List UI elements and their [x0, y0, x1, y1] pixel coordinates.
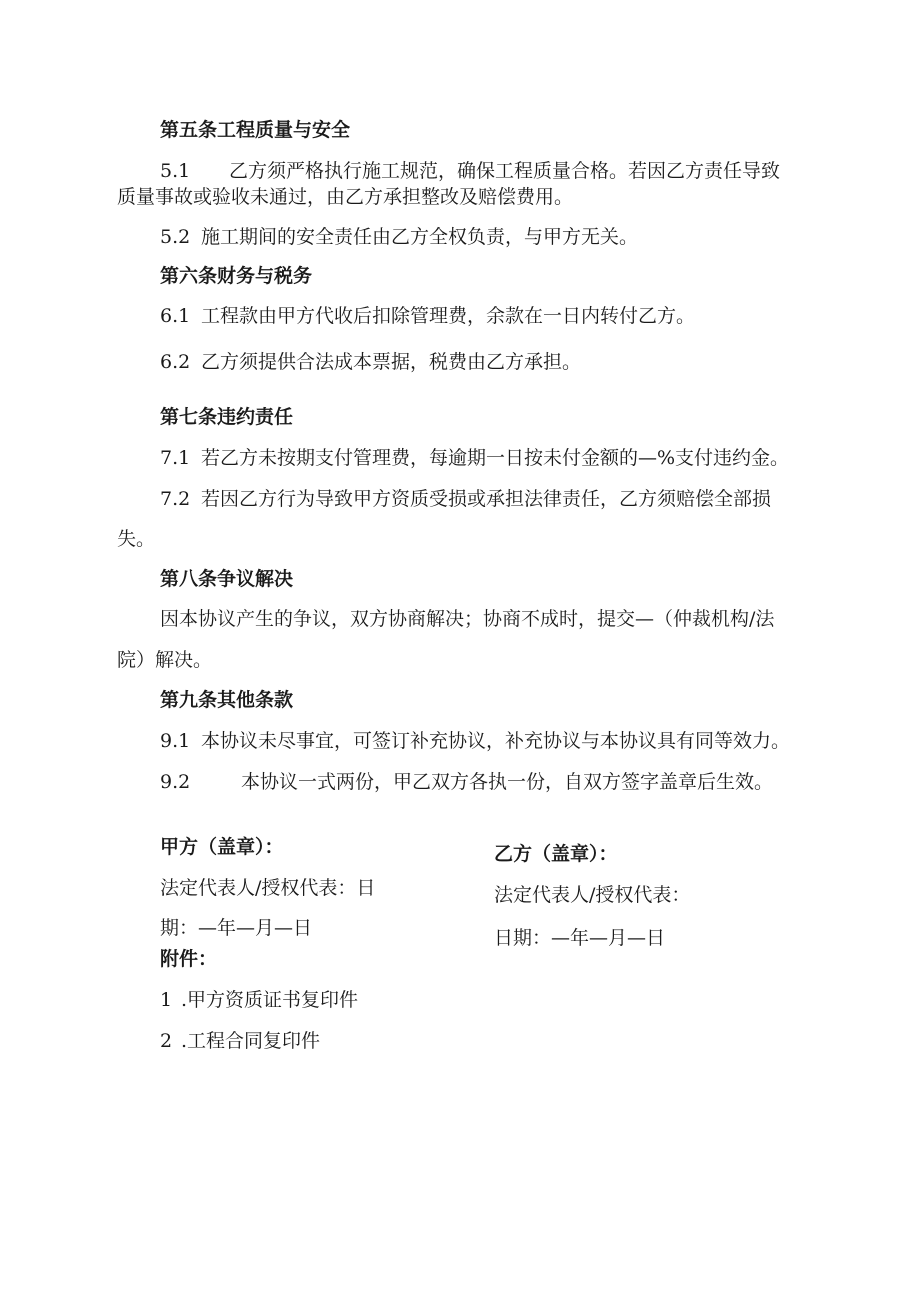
article-7-heading: 第七条违约责任 [160, 406, 294, 428]
clause-7-1 [160, 446, 789, 470]
attachment-2-number: 2 [160, 1030, 173, 1052]
clause-7-1-text: 若乙方未按期支付管理费，每逾期一日按未付金额的—%支付违约金。 [201, 447, 790, 469]
clause-7-1-number: 7.1 [160, 447, 191, 469]
clause-5-2-number: 5.2 [160, 226, 191, 248]
party-b-representative: 法定代表人/授权代表： [494, 884, 691, 906]
party-b-seal-label: 乙方（盖章）： [494, 843, 618, 865]
article-5-heading: 第五条工程质量与安全 [160, 119, 351, 141]
clause-9-2 [160, 770, 773, 794]
clause-9-1-text: 本协议未尽事宜，可签订补充协议，补充协议与本协议具有同等效力。 [201, 730, 791, 752]
clause-6-2-number: 6.2 [160, 351, 191, 373]
clause-5-1-line-1 [160, 159, 780, 183]
clause-9-2-number: 9.2 [160, 771, 191, 793]
attachment-item-2 [160, 1029, 320, 1053]
clause-9-1 [160, 729, 790, 753]
attachment-1-text: .甲方资质证书复印件 [181, 989, 359, 1011]
clause-7-2-line-1 [160, 487, 771, 511]
clause-9-2-text: 本协议一式两份，甲乙双方各执一份，自双方签字盖章后生效。 [241, 771, 774, 793]
article-8-text-line-1: 因本协议产生的争议，双方协商解决；协商不成时，提交—（仲裁机构/法 [160, 608, 775, 630]
clause-6-2 [160, 350, 581, 374]
clause-7-2-text: 若因乙方行为导致甲方资质受损或承担法律责任，乙方须赔偿全部损 [201, 488, 772, 510]
article-8-text-line-2: 院）解决。 [117, 649, 213, 671]
attachment-item-1 [160, 988, 358, 1012]
party-a-date: 期：—年—月—日 [160, 917, 313, 939]
party-a-representative: 法定代表人/授权代表：日 [160, 877, 376, 899]
clause-6-1-number: 6.1 [160, 305, 191, 327]
clause-6-1 [160, 304, 695, 328]
clause-5-2-text: 施工期间的安全责任由乙方全权负责，与甲方无关。 [201, 226, 639, 248]
attachment-1-number: 1 [160, 989, 173, 1011]
clause-5-1-line-2: 质量事故或验收未通过，由乙方承担整改及赔偿费用。 [117, 186, 574, 208]
article-8-heading: 第八条争议解决 [160, 568, 294, 590]
party-b-date: 日期：—年—月—日 [494, 927, 666, 949]
clause-5-2 [160, 225, 638, 249]
clause-5-1-text: 乙方须严格执行施工规范，确保工程质量合格。若因乙方责任导致 [229, 160, 781, 182]
clause-7-2-number: 7.2 [160, 488, 191, 510]
clause-6-1-text: 工程款由甲方代收后扣除管理费，余款在一日内转付乙方。 [201, 305, 696, 327]
clause-5-1-number: 5.1 [160, 160, 191, 182]
attachments-heading: 附件： [160, 948, 218, 970]
clause-7-2-line-2: 失。 [117, 528, 156, 550]
clause-6-2-text: 乙方须提供合法成本票据，税费由乙方承担。 [201, 351, 582, 373]
article-6-heading: 第六条财务与税务 [160, 265, 313, 287]
article-9-heading: 第九条其他条款 [160, 689, 294, 711]
party-a-seal-label: 甲方（盖章）： [160, 836, 284, 858]
attachment-2-text: .工程合同复印件 [181, 1030, 321, 1052]
clause-9-1-number: 9.1 [160, 730, 191, 752]
